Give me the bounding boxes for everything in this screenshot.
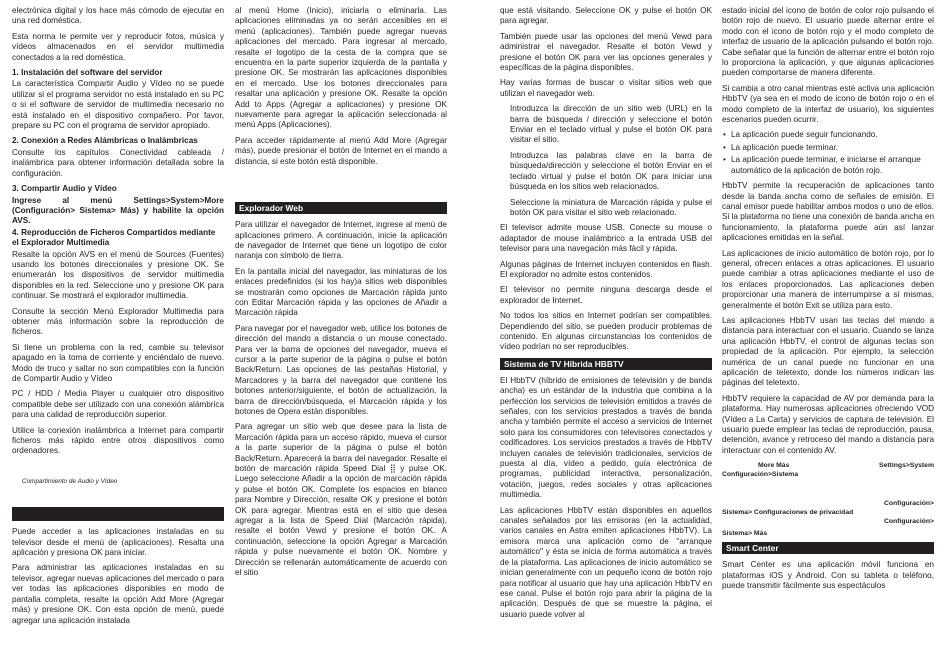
paragraph: estado inicial del icono de botón de color rojo pulsando el botón rojo de nuevo. El usuario puede alternar entre el modo con el icono de botón rojo y el modo completo de interfaz de usuario de la aplicación pulsando el botón rojo. Cabe señalar que la función de alternar entre el botón rojo lo proporciona la aplicación, y que algunas aplicaciones pueden comportarse de manera diferente.	[722, 6, 934, 78]
section-heading: 2. Conexión a Redes Alámbricas o Inalámbricas	[12, 136, 198, 146]
section-bar-smart-center: Smart Center	[722, 542, 934, 554]
paragraph: El televisor no permite ninguna descarga desde el explorador de Internet.	[500, 285, 712, 305]
section-heading: 1. Instalación del software del servidor	[12, 68, 163, 78]
paragraph: al menú Home (Inicio), iniciarla o eliminarla. Las aplicaciones eliminadas ya no serán accesibles en el menú (aplicaciones). También puede agregar nuevas aplicaciones del mercado. Para ingresar al mercado, resalte el logotipo de la cesta de la compra que se encuentra en la parte superior izquierda de la pantalla y presione OK. Se mostrarán las aplicaciones disponibles en el mercado. Use los botones direccionales para resaltar una aplicación y presione OK. Resalte la opción Add to Apps (Agregar a aplicaciones) y presione OK nuevamente para agregar la aplicación seleccionada al menú Apps (Aplicaciones).	[235, 6, 447, 130]
paragraph: Si tiene un problema con la red, cambie su televisor apagado en la toma de corriente y enciéndalo de nuevo. Modo de truco y saltar no son compatibles con la función de Compartir Audio y Vídeo	[12, 342, 224, 383]
column-4	[722, 6, 934, 652]
paragraph: En la pantalla inicial del navegador, las miniaturas de los enlaces predefinidos (si los hay)a sitios web disponibles se mostrarán como opciones de Marcación rápida junto con Editar Marcación rápida y las opciones de Añadir a Marcación rápida	[235, 266, 447, 318]
paragraph: que está visitando. Seleccione OK y pulse el botón OK para agregar.	[500, 6, 712, 26]
list-item: • La aplicación puede terminar, e iniciarse el arranque automático de la aplicación de botón rojo.	[722, 155, 934, 176]
section-heading: 4. Reproducción de Ficheros Compartidos mediante el Explorador Multimedia	[12, 227, 216, 248]
paragraph: Consulte los capítulos Conectividad cableada / inalámbrica para obtener información detallada sobre la configuración.	[12, 147, 224, 178]
menu-path-configuracion-sistema: Configuración>Sistema	[722, 471, 799, 479]
menu-path-more: More Más	[758, 462, 790, 470]
column-3	[500, 6, 712, 652]
paragraph: Si cambia a otro canal mientras esté activa una aplicación HbbTV (ya sea en el modo de icono de botón rojo o en el modo completo de la interfaz de usuario), los siguientes escenarios pueden ocurrir.	[722, 83, 934, 125]
menu-path-settings-system: Settings>System	[879, 462, 934, 470]
paragraph: Para agregar un sitio web que desee para la lista de Marcación rápida para un acceso rápido, mueva el cursor a la parte superior de la página o pulse el botón Back/Return. Aparecerá la barra del navegador. Resalte el botón de marcación rápida Speed Dial ⣿ y pulse OK. Luego seleccione Añadir a la opción de marcación rápida y pulse el botón OK. Complete los espacios en blanco para Nombre y Dirección, resalte OK y presione el botón OK para agregar. Mientras está en el sitio que desea agregar a la lista de Speed Dial (Marcación rápida), resalte el botón Vewd y presione el botón OK. A continuación, seleccione la opción Agregar a Marcación rápida y pulse nuevamente el botón OK. Nombre y Dirección se rellenarán automáticamente de acuerdo con el sitio	[235, 422, 447, 578]
paragraph: Resalte la opción AVS en el menú de Sources (Fuentes) usando los botones direccionales y presione OK. Se enumerarán los dispositivos de servidor multimedia disponibles en la red. Seleccione uno y presione OK para continuar. Se mostrará el explorador multimedia.	[12, 249, 224, 301]
paragraph: El HbbTV (híbrido de emisiones de televisión y de banda ancha) es un estándar de la industria que combina a la perfección los servicios de televisión emitidos a través de señales, con los servicios prestados a través de banda ancha y también permite el acceso a servicios de Internet solo para los consumidores con televisores conectados y codificadores. Los servicios prestados a través de HbbTV incluyen canales de televisión tradicionales, servicios de puesta al día, vídeo a pedido, guía electrónica de programas, publicidad interactiva, personalización, votación, juegos, redes sociales y otras aplicaciones multimedia.	[500, 375, 712, 500]
list-item: • La aplicación puede terminar.	[722, 143, 934, 153]
paragraph: No todos los sitios en Internet podrían ser compatibles. Dependiendo del sitio, se pueden producir problemas de contenido. En algunas circunstancias los contenidos de vídeo podrían no ser reproducibles.	[500, 311, 712, 352]
paragraph: Las aplicaciones de inicio automático de botón rojo, por lo general, ofrecen enlaces a otras aplicaciones. El usuario puede cambiar a otras aplicaciones mediante el uso de los enlaces proporcionados. Las aplicaciones deben proporcionar una manera de interrumpirse a sí mismas, generalmente el botón Exit se utiliza para esto.	[722, 248, 934, 310]
menu-path-configuracion: Configuración>	[883, 518, 934, 526]
footnote-caption: Compartimiento de Audio y Vídeo	[22, 477, 118, 485]
paragraph: PC / HDD / Media Player u cualquier otro dispositivo compatible debe ser utilizado con una conexión alámbrica para una calidad de reproducción superior.	[12, 389, 224, 420]
column-1	[12, 6, 224, 652]
menu-path-block	[722, 461, 934, 538]
menu-path-privacy-settings: Sistema> Configuraciones de privacidad	[722, 509, 854, 517]
paragraph: Para utilizar el navegador de Internet, ingrese al menú de aplicaciones primero. A continuación, inicie la aplicación de navegador de Internet que tiene un logotipo de color naranja con símbolo de tierra.	[235, 220, 447, 261]
paragraph: electrónica digital y los hace más cómodo de ejecutar en una red doméstica.	[12, 6, 224, 26]
paragraph: Puede acceder a las aplicaciones instaladas en su televisor desde el menú de (aplicaciones). Resalta una aplicación y presiona OK para iniciar.	[12, 527, 224, 558]
paragraph: Las aplicaciones HbbTV están disponibles en aquellos canales señalados por las emisoras (en la actualidad, varios canales en Astra emiten aplicaciones HbbTV). La emisora marca una aplicación como de "arranque automático" y ésta se inicia de forma automática a través de la plataforma. Las aplicaciones de inicio automático se inician generalmente con un pequeño icono de botón rojo para notificar al usuario que hay una aplicación HbbTV en ese canal. Pulse el botón rojo para abrir la página de la aplicación. Después de que se muestre la página, el usuario puede volver al	[500, 505, 712, 619]
section-bar-hbbtv: Sistema de TV Híbrida HBBTV	[500, 358, 712, 370]
indented-paragraph: Introduzca las palabras clave en la barra de búsqueda/dirección y seleccione el botón Enviar en el teclado virtual y pulse el botón OK para iniciar una búsqueda en los sitios web relacionados.	[510, 150, 712, 192]
paragraph: HbbTV permite la recuperación de aplicaciones tanto desde la banda ancha como de señales de emisión. El canal emisor puede habilitar ambos modos o uno de ellos. Si la plataforma no tiene una conexión de banda ancha en funcionamiento, la plataforma puede aún así lanzar aplicaciones emitidas en la señal.	[722, 181, 934, 243]
menu-path-sistema-mas: Sistema> Más	[722, 530, 768, 538]
paragraph: Algunas páginas de Internet incluyen contenidos en flash. El explorador no admite estos contenidos.	[500, 259, 712, 279]
paragraph: Para administrar las aplicaciones instaladas en su televisor, agregar nuevas aplicaciones del mercado o para ver todas las aplicaciones disponibles en modo de pantalla completa, resalte la opción Add More (Agregar más) y presione OK. Con esta opción de menú, puede agregar una aplicación instalada	[12, 563, 224, 625]
bullet-list	[722, 130, 934, 176]
instruction-bold: Ingrese al menú Settings>System>More (Configuración> Sistema> Más) y habilite la opción AVS.	[12, 195, 224, 226]
paragraph: Hay varias formas de buscar o visitar sitios web que utilizan el navegador web.	[500, 78, 712, 98]
indented-paragraph: Seleccione la miniatura de Marcación rápida y pulse el botón OK para visitar el sitio web relacionado.	[510, 197, 712, 217]
column-2	[235, 6, 447, 652]
menu-path-configuracion: Configuración>	[883, 500, 934, 508]
section-bar-web-browser: Explorador Web	[235, 202, 447, 214]
section-bar-empty	[12, 507, 224, 521]
spacer	[235, 172, 447, 198]
paragraph: Utilice la conexión inalámbrica a Internet para compartir ficheros más rápido entre otros dispositivos como ordenadores.	[12, 425, 224, 456]
list-item: • La aplicación puede seguir funcionando.	[722, 130, 934, 140]
indented-paragraph: Introduzca la dirección de un sitio web (URL) en la barra de búsqueda / dirección y seleccione el botón Enviar en el teclado virtual y pulse el botón OK para visitar el sitio.	[510, 104, 712, 145]
paragraph: Para acceder rápidamente al menú Add More (Agregar más), puede presionar el botón de Internet en el mando a distancia, si este botón está disponible.	[235, 135, 447, 166]
paragraph: La característica Compartir Audio y Vídeo no se puede utilizar si el programa servidor no está instalado en su PC o si el software de servidor de multimedia necesario no está instalado en el dispositivo compañero. Por favor, prepare su PC con el programa de servidor apropiado.	[12, 79, 224, 131]
paragraph: También puede usar las opciones del menú Vewd para administrar el navegador. Resalte el botón Vewd y presione el botón OK para ver las opciones generales y específicas de la página disponibles.	[500, 31, 712, 73]
paragraph: HbbTV requiere la capacidad de AV por demanda para la plataforma. Hay numerosas aplicaciones ofreciendo VOD (Vídeo a La Carta) y servicios de captura de televisión. El usuario puede emplear las teclas de reproducción, pausa, detención, avance y retroceso del mando a distancia para interactuar con el contenido AV.	[722, 393, 934, 455]
paragraph: Esta norma le permite ver y reproducir fotos, música y vídeos almacenados en el servidor multimedia conectados a la red doméstica.	[12, 31, 224, 62]
section-heading: 3. Compartir Audio y Vídeo	[12, 184, 117, 194]
paragraph: El televisor admite mouse USB. Conecte su mouse o adaptador de mouse inalámbrico a la entrada USB del televisor para una navegación más fácil y rápida.	[500, 223, 712, 254]
paragraph: Smart Center es una aplicación móvil funciona en plataformas iOS y Android. Con su tableta o teléfono, puede transmitir fácilmente sus espectáculos	[722, 560, 934, 591]
paragraph: Las aplicaciones HbbTV usan las teclas del mando a distancia para interactuar con el usuario. Cuando se lanza una aplicación HbbTV, el control de algunas teclas son propiedad de la aplicación. Por ejemplo, la selección numérica de un canal puede no funcionar en una aplicación de teletexto, donde los números indican las páginas del teletexto.	[722, 315, 934, 388]
paragraph: Para navegar por el navegador web, utilice los botones de dirección del mando a distancia o un mouse conectado. Para ver la barra de opciones del navegador, mueva el cursor a la parte superior de la página o pulse el botón Back/Return. Las opciones de las pestañas Historial, y Marcadores y la barra del navegador que contiene los botones anterior/siguiente, el botón de actualización, la barra de dirección/búsqueda, el Marcación rápida y los botones de Opera están disponibles.	[235, 323, 447, 416]
paragraph: Consulte la sección Menú Explorador Multimedia para obtener más información sobre la reproducción de ficheros.	[12, 306, 224, 337]
